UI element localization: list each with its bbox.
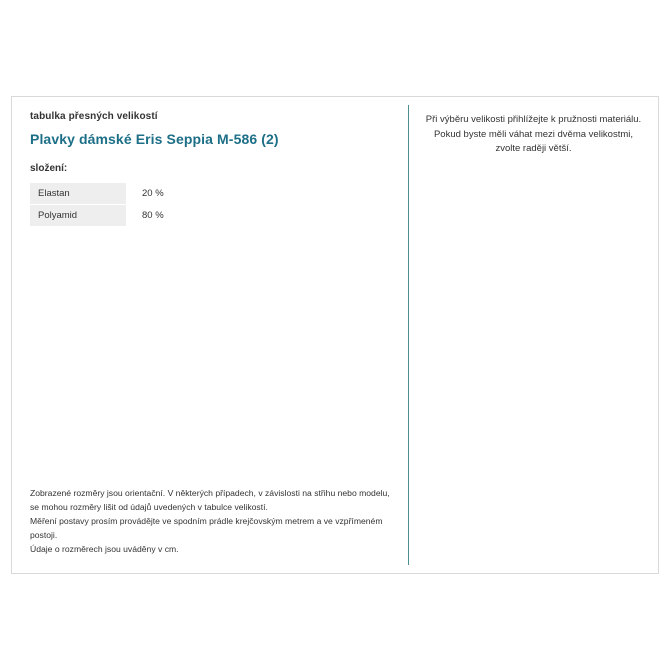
material-name: Elastan [30, 183, 126, 205]
footnote-line: se mohou rozměry lišit od údajů uvedených v tabulce velikostí. [30, 502, 268, 513]
eyebrow-label: tabulka přesných velikostí [30, 111, 158, 122]
sizing-note [425, 113, 642, 157]
footnote-line: Měření postavy prosím provádějte ve spodním prádle krejčovským metrem a ve vzpřímeném postoji. [30, 516, 383, 541]
composition-table [30, 183, 220, 227]
sizing-note-line: Pokud byste měli váhat mezi dvěma velikostmi, [433, 128, 634, 140]
left-column [12, 97, 408, 573]
table-row [30, 205, 220, 227]
sizing-note-line: zvolte raději větší. [495, 143, 572, 155]
footnote-line: Údaje o rozměrech jsou uváděny v cm. [30, 544, 179, 555]
composition-label: složení: [30, 163, 68, 174]
right-column [409, 97, 658, 573]
material-value: 80 % [142, 210, 164, 221]
footnote-line: Zobrazené rozměry jsou orientační. V některých případech, v závislosti na střihu nebo modelu, [30, 488, 390, 499]
column-divider [408, 105, 409, 565]
page-title: Plavky dámské Eris Seppia M-586 (2) [30, 131, 279, 147]
material-name: Polyamid [30, 205, 126, 227]
table-row [30, 183, 220, 205]
material-value: 20 % [142, 188, 164, 200]
sizing-note-line: Při výběru velikosti přihlížejte k pružnosti materiálu. [425, 114, 642, 125]
size-chart-sheet [11, 96, 659, 574]
footnote-block [30, 487, 390, 557]
